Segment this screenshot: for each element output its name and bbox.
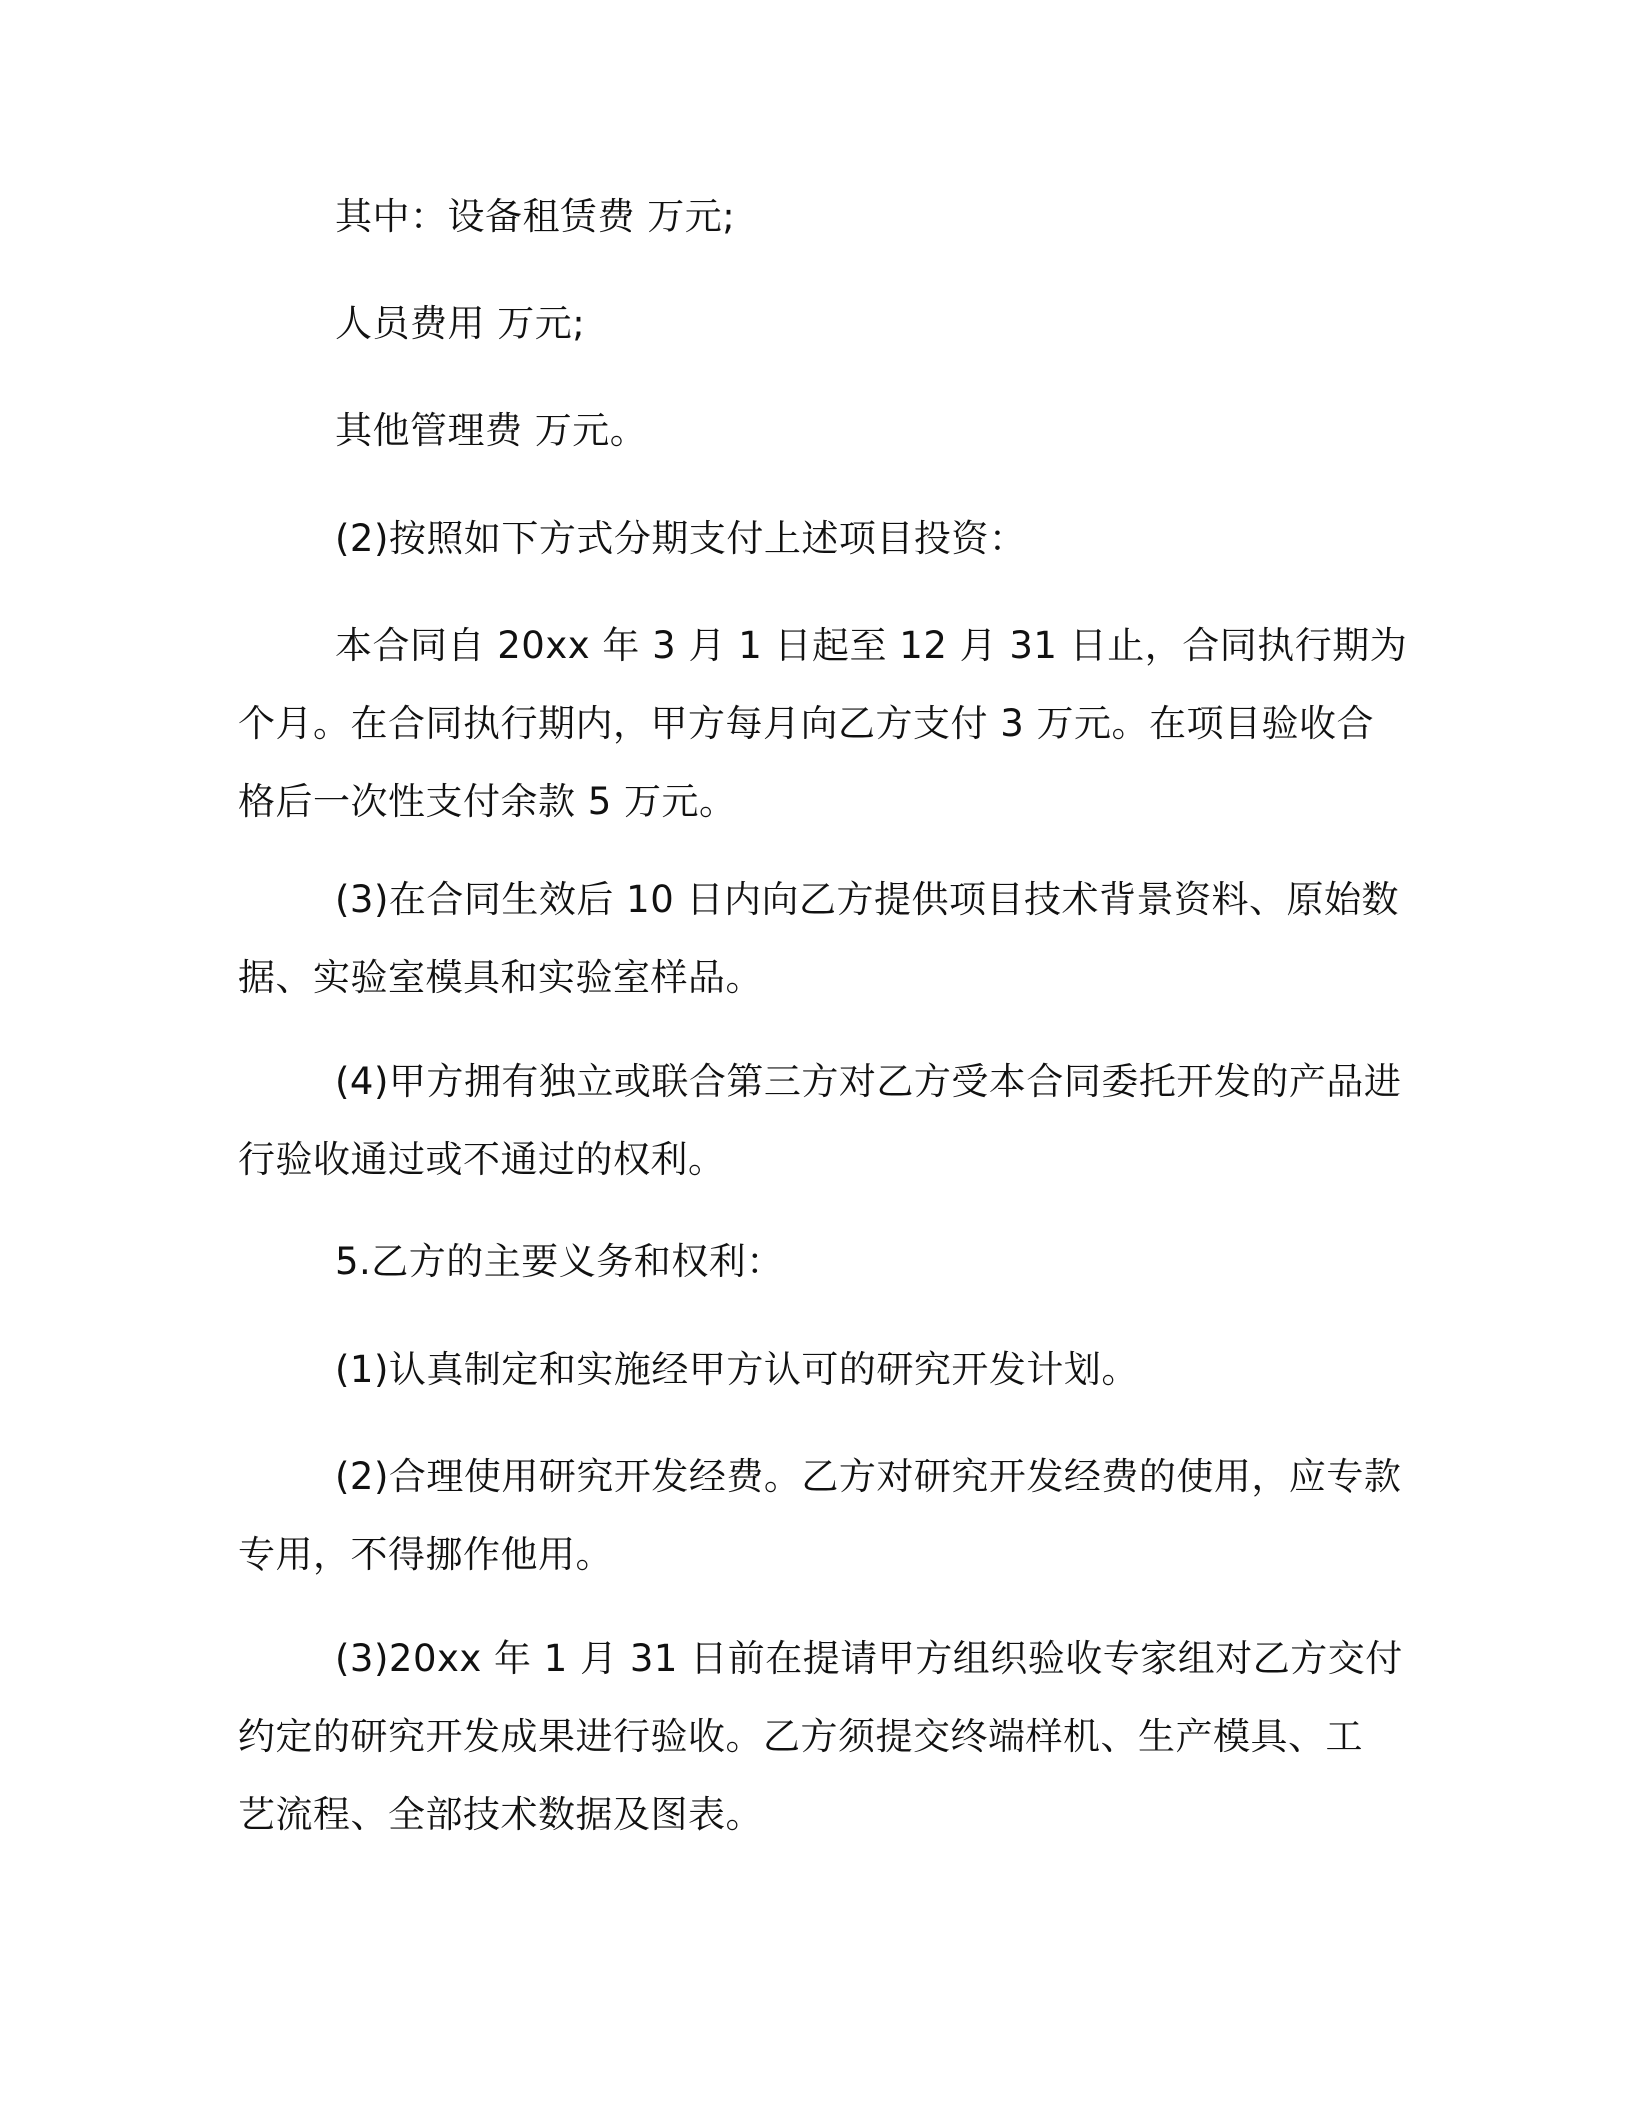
paragraph-personnel-fee <box>238 285 1394 363</box>
text-line: 其中：设备租赁费 万元; <box>335 195 736 238</box>
text-line: 其他管理费 万元。 <box>335 409 648 452</box>
text-line: 格后一次性支付余款 5 万元。 <box>238 780 737 823</box>
paragraph-b-clause-1-plan <box>238 1331 1394 1409</box>
text-line: 5.乙方的主要义务和权利： <box>335 1240 784 1283</box>
paragraph-b-clause-2-funds <box>238 1438 1402 1594</box>
text-line: (1)认真制定和实施经甲方认可的研究开发计划。 <box>335 1348 1139 1391</box>
text-line: 据、实验室模具和实验室样品。 <box>238 956 763 999</box>
paragraph-b-clause-3-delivery <box>238 1620 1403 1854</box>
paragraph-management-fee <box>238 392 1394 470</box>
paragraph-contract-term <box>238 607 1408 841</box>
paragraph-clause-2-payment <box>238 500 1394 578</box>
text-line: (2)按照如下方式分期支付上述项目投资： <box>335 517 1027 560</box>
text-line: (2)合理使用研究开发经费。乙方对研究开发经费的使用，应专款 <box>335 1455 1402 1498</box>
text-line: (3)20xx 年 1 月 31 日前在提请甲方组织验收专家组对乙方交付 <box>335 1637 1403 1680</box>
text-line: 本合同自 20xx 年 3 月 1 日起至 12 月 31 日止，合同执行期为 <box>335 624 1408 667</box>
text-line: 艺流程、全部技术数据及图表。 <box>238 1793 763 1836</box>
text-line: 行验收通过或不通过的权利。 <box>238 1138 726 1181</box>
text-line: (4)甲方拥有独立或联合第三方对乙方受本合同委托开发的产品进 <box>335 1060 1402 1103</box>
text-line: 约定的研究开发成果进行验收。乙方须提交终端样机、生产模具、工 <box>238 1715 1363 1758</box>
section-heading-party-b-duties <box>238 1223 1394 1301</box>
paragraph-equipment-fee <box>238 178 1394 256</box>
text-line: 个月。在合同执行期内，甲方每月向乙方支付 3 万元。在项目验收合 <box>238 702 1375 745</box>
paragraph-clause-4-acceptance-right <box>238 1043 1402 1199</box>
text-line: 专用，不得挪作他用。 <box>238 1533 613 1576</box>
paragraph-clause-3-materials <box>238 861 1400 1017</box>
text-line: 人员费用 万元; <box>335 302 586 345</box>
text-line: (3)在合同生效后 10 日内向乙方提供项目技术背景资料、原始数 <box>335 878 1400 921</box>
